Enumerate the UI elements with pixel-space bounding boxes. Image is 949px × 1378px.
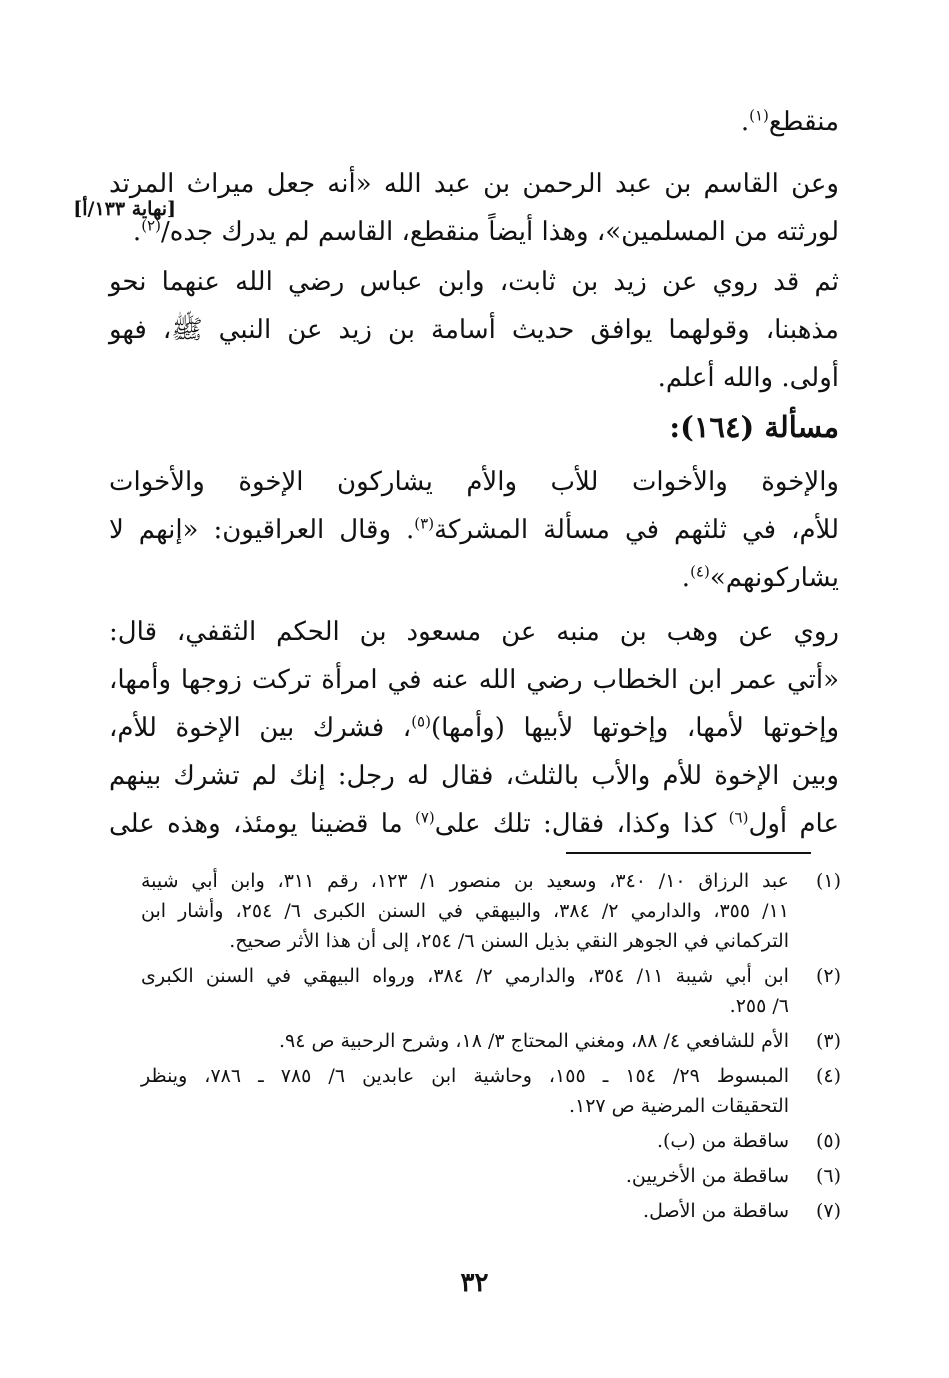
footnote-ref-7: (٧): [414, 808, 435, 827]
text-line: أولى. والله أعلم.: [657, 363, 839, 393]
footnote-line: الأم للشافعي ٤/ ٨٨، ومغني المحتاج ٣/ ١٨، وشرح الرحبية ص ٩٤.: [278, 1030, 789, 1052]
footnote-number: (٧): [815, 1200, 841, 1222]
footnote-number: (١): [815, 870, 841, 892]
paragraph-wahb: [109, 608, 839, 848]
footnote-ref-5: (٥): [411, 712, 431, 731]
footnote-number: (٦): [815, 1165, 841, 1187]
footnote-ref-6: (٦): [728, 808, 749, 827]
text-line: وبين الإخوة للأم والأب بالثلث، فقال له رجل: إنك لم تشرك بينهم: [109, 761, 839, 791]
footnotes: [141, 866, 841, 1231]
footnote-ref-1: (١): [749, 106, 769, 125]
footnote-ref-3: (٣): [414, 514, 435, 533]
footnote-ref-2: (٢): [141, 216, 161, 235]
footnote-separator: [566, 852, 811, 854]
page-number: ٣٢: [460, 1268, 489, 1298]
footnote: [141, 1026, 841, 1056]
footnote: [141, 1126, 841, 1156]
footnote: [141, 1161, 841, 1191]
footnote-line: المبسوط ٢٩/ ١٥٤ ـ ١٥٥، وحاشية ابن عابدين ٦/ ٧٨٥ ـ ٧٨٦، وينظر: [141, 1065, 789, 1087]
footnote-line: عبد الرزاق ١٠/ ٣٤٠، وسعيد بن منصور ١/ ١٢٣، رقم ٣١١، وابن أبي شيبة: [141, 870, 789, 892]
footnote-line: ساقطة من الأخريين.: [625, 1165, 789, 1187]
footnote-line: ابن أبي شيبة ١١/ ٣٥٤، والدارمي ٢/ ٣٨٤، ورواه البيهقي في السنن الكبرى: [141, 965, 789, 987]
section-heading: مسألة (١٦٤):: [669, 410, 839, 444]
footnote: [141, 866, 841, 956]
text-line: روي عن وهب بن منبه عن مسعود بن الحكم الثقفي، قال:: [109, 617, 839, 647]
footnote-line: ٦/ ٢٥٥.: [729, 995, 789, 1017]
text-line: والإخوة والأخوات للأب والأم يشاركون الإخوة والأخوات: [109, 467, 839, 497]
text-line: «أتي عمر ابن الخطاب رضي الله عنه في امرأة تركت زوجها وأمها،: [109, 665, 839, 695]
footnote: [141, 961, 841, 1021]
footnote-ref-4: (٤): [690, 562, 710, 581]
text-line: وعن القاسم بن عبد الرحمن بن عبد الله «أنه جعل ميراث المرتد: [109, 169, 839, 199]
text-line: للأم، في ثلثهم في مسألة المشركة$^{(٣)}$. وقال العراقيون: «إنهم لا: [109, 514, 839, 545]
footnote-line: التركماني في الجوهر النقي بذيل السنن ٦/ ٢٥٤، إلى أن هذا الأثر صحيح.: [229, 930, 789, 952]
footnote-line: ١١/ ٣٥٥، والدارمي ٢/ ٣٨٤، والبيهقي في السنن الكبرى ٦/ ٢٥٤، وأشار ابن: [141, 900, 789, 922]
paragraph-zayd: [109, 258, 839, 402]
footnote-number: (٥): [815, 1130, 841, 1152]
text-line: يشاركونهم»$^{(٤)}$.: [681, 562, 839, 593]
footnote-number: (٢): [815, 965, 841, 987]
text-line: عام أول$^{(٦)}$ كذا وكذا، فقال: تلك على$^{(٧)}$ ما قضينا يومئذ، وهذه على: [109, 808, 839, 839]
text-line: وإخوتها لأمها، وإخوتها لأبيها (وأمها)$^{(٥)}$، فشرك بين الإخوة للأم،: [109, 712, 839, 743]
continuation-word: منقطع: [768, 107, 839, 137]
continuation-line: منقطع$^{(١)}$.: [740, 106, 839, 137]
footnote-line: ساقطة من (ب).: [656, 1130, 789, 1152]
text-line: ثم قد روي عن زيد بن ثابت، وابن عباس رضي الله عنهما نحو: [109, 267, 839, 297]
footnote-number: (٤): [815, 1065, 841, 1087]
manuscript-folio-note: [نهاية ١٣٣/أ]: [73, 198, 176, 220]
paragraph-siblings: [109, 458, 839, 602]
footnote: [141, 1196, 841, 1226]
text-line: مذهبنا، وقولهما يوافق حديث أسامة بن زيد عن النبي ﷺ، فهو: [109, 315, 839, 345]
text-line: لورثته من المسلمين»، وهذا أيضاً منقطع، القاسم لم يدرك جده/$^{(٢)}$.: [132, 216, 839, 247]
footnote: [141, 1061, 841, 1121]
footnote-line: ساقطة من الأصل.: [643, 1200, 789, 1222]
footnote-number: (٣): [815, 1030, 841, 1052]
paragraph-qasim: [109, 160, 839, 256]
footnote-line: التحقيقات المرضية ص ١٢٧.: [568, 1095, 789, 1117]
